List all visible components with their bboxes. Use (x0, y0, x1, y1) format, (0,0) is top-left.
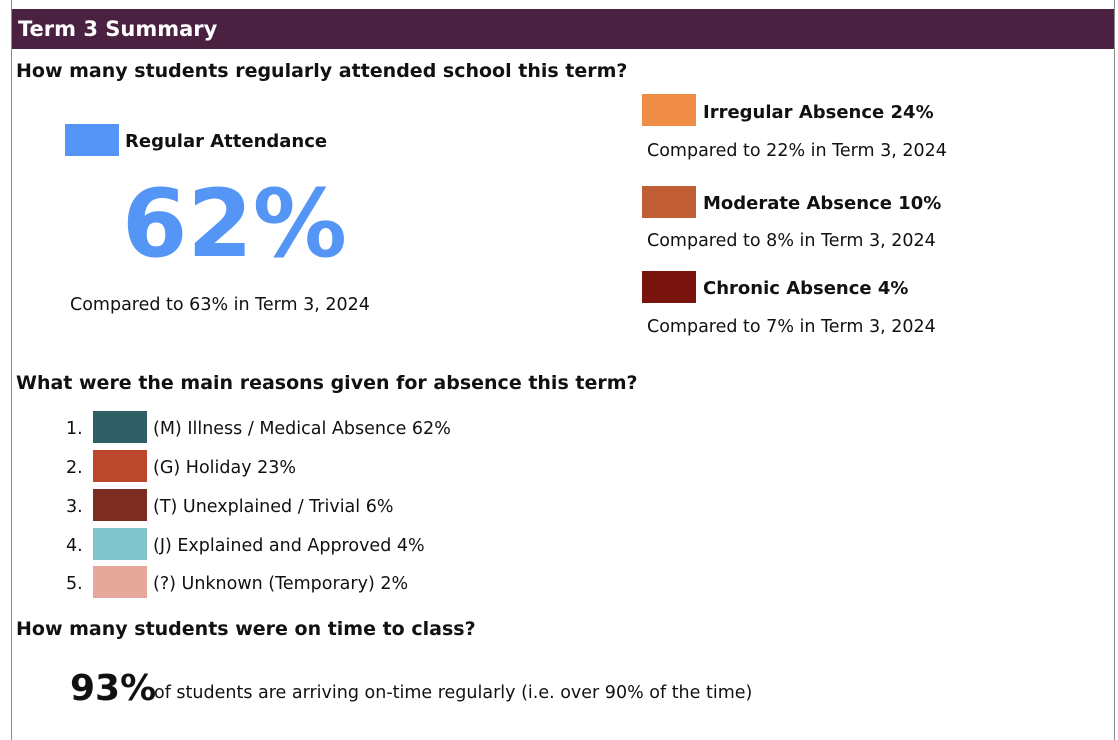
irregular-absence-compare: Compared to 22% in Term 3, 2024 (647, 141, 947, 161)
reason-swatch (93, 528, 147, 560)
page-title: Term 3 Summary (12, 9, 1114, 49)
attendance-question: How many students regularly attended school this term? (16, 60, 628, 82)
regular-attendance-label: Regular Attendance (125, 131, 328, 152)
reason-number: 4. (66, 536, 83, 556)
reason-number: 3. (66, 497, 83, 517)
moderate-absence-label: Moderate Absence 10% (703, 193, 942, 214)
reason-swatch (93, 450, 147, 482)
ontime-percent: 93% (70, 668, 157, 709)
reason-label: (M) Illness / Medical Absence 62% (153, 419, 451, 439)
moderate-absence-compare: Compared to 8% in Term 3, 2024 (647, 231, 936, 251)
chronic-absence-label: Chronic Absence 4% (703, 278, 909, 299)
reason-swatch (93, 489, 147, 521)
regular-attendance-swatch (65, 124, 119, 156)
reason-number: 1. (66, 419, 83, 439)
irregular-absence-label: Irregular Absence 24% (703, 102, 934, 123)
regular-attendance-compare: Compared to 63% in Term 3, 2024 (70, 295, 370, 315)
reasons-question: What were the main reasons given for absence this term? (16, 372, 638, 394)
reason-label: (T) Unexplained / Trivial 6% (153, 497, 394, 517)
moderate-absence-swatch (642, 186, 696, 218)
reason-number: 5. (66, 574, 83, 594)
reason-number: 2. (66, 458, 83, 478)
reason-swatch (93, 411, 147, 443)
irregular-absence-swatch (642, 94, 696, 126)
chronic-absence-swatch (642, 271, 696, 303)
ontime-description: of students are arriving on-time regularly (i.e. over 90% of the time) (154, 683, 753, 703)
reason-swatch (93, 566, 147, 598)
ontime-question: How many students were on time to class? (16, 618, 476, 640)
reason-label: (?) Unknown (Temporary) 2% (153, 574, 409, 594)
reason-label: (G) Holiday 23% (153, 458, 297, 478)
chronic-absence-compare: Compared to 7% in Term 3, 2024 (647, 317, 936, 337)
regular-attendance-percent: 62% (122, 170, 347, 279)
reason-label: (J) Explained and Approved 4% (153, 536, 425, 556)
